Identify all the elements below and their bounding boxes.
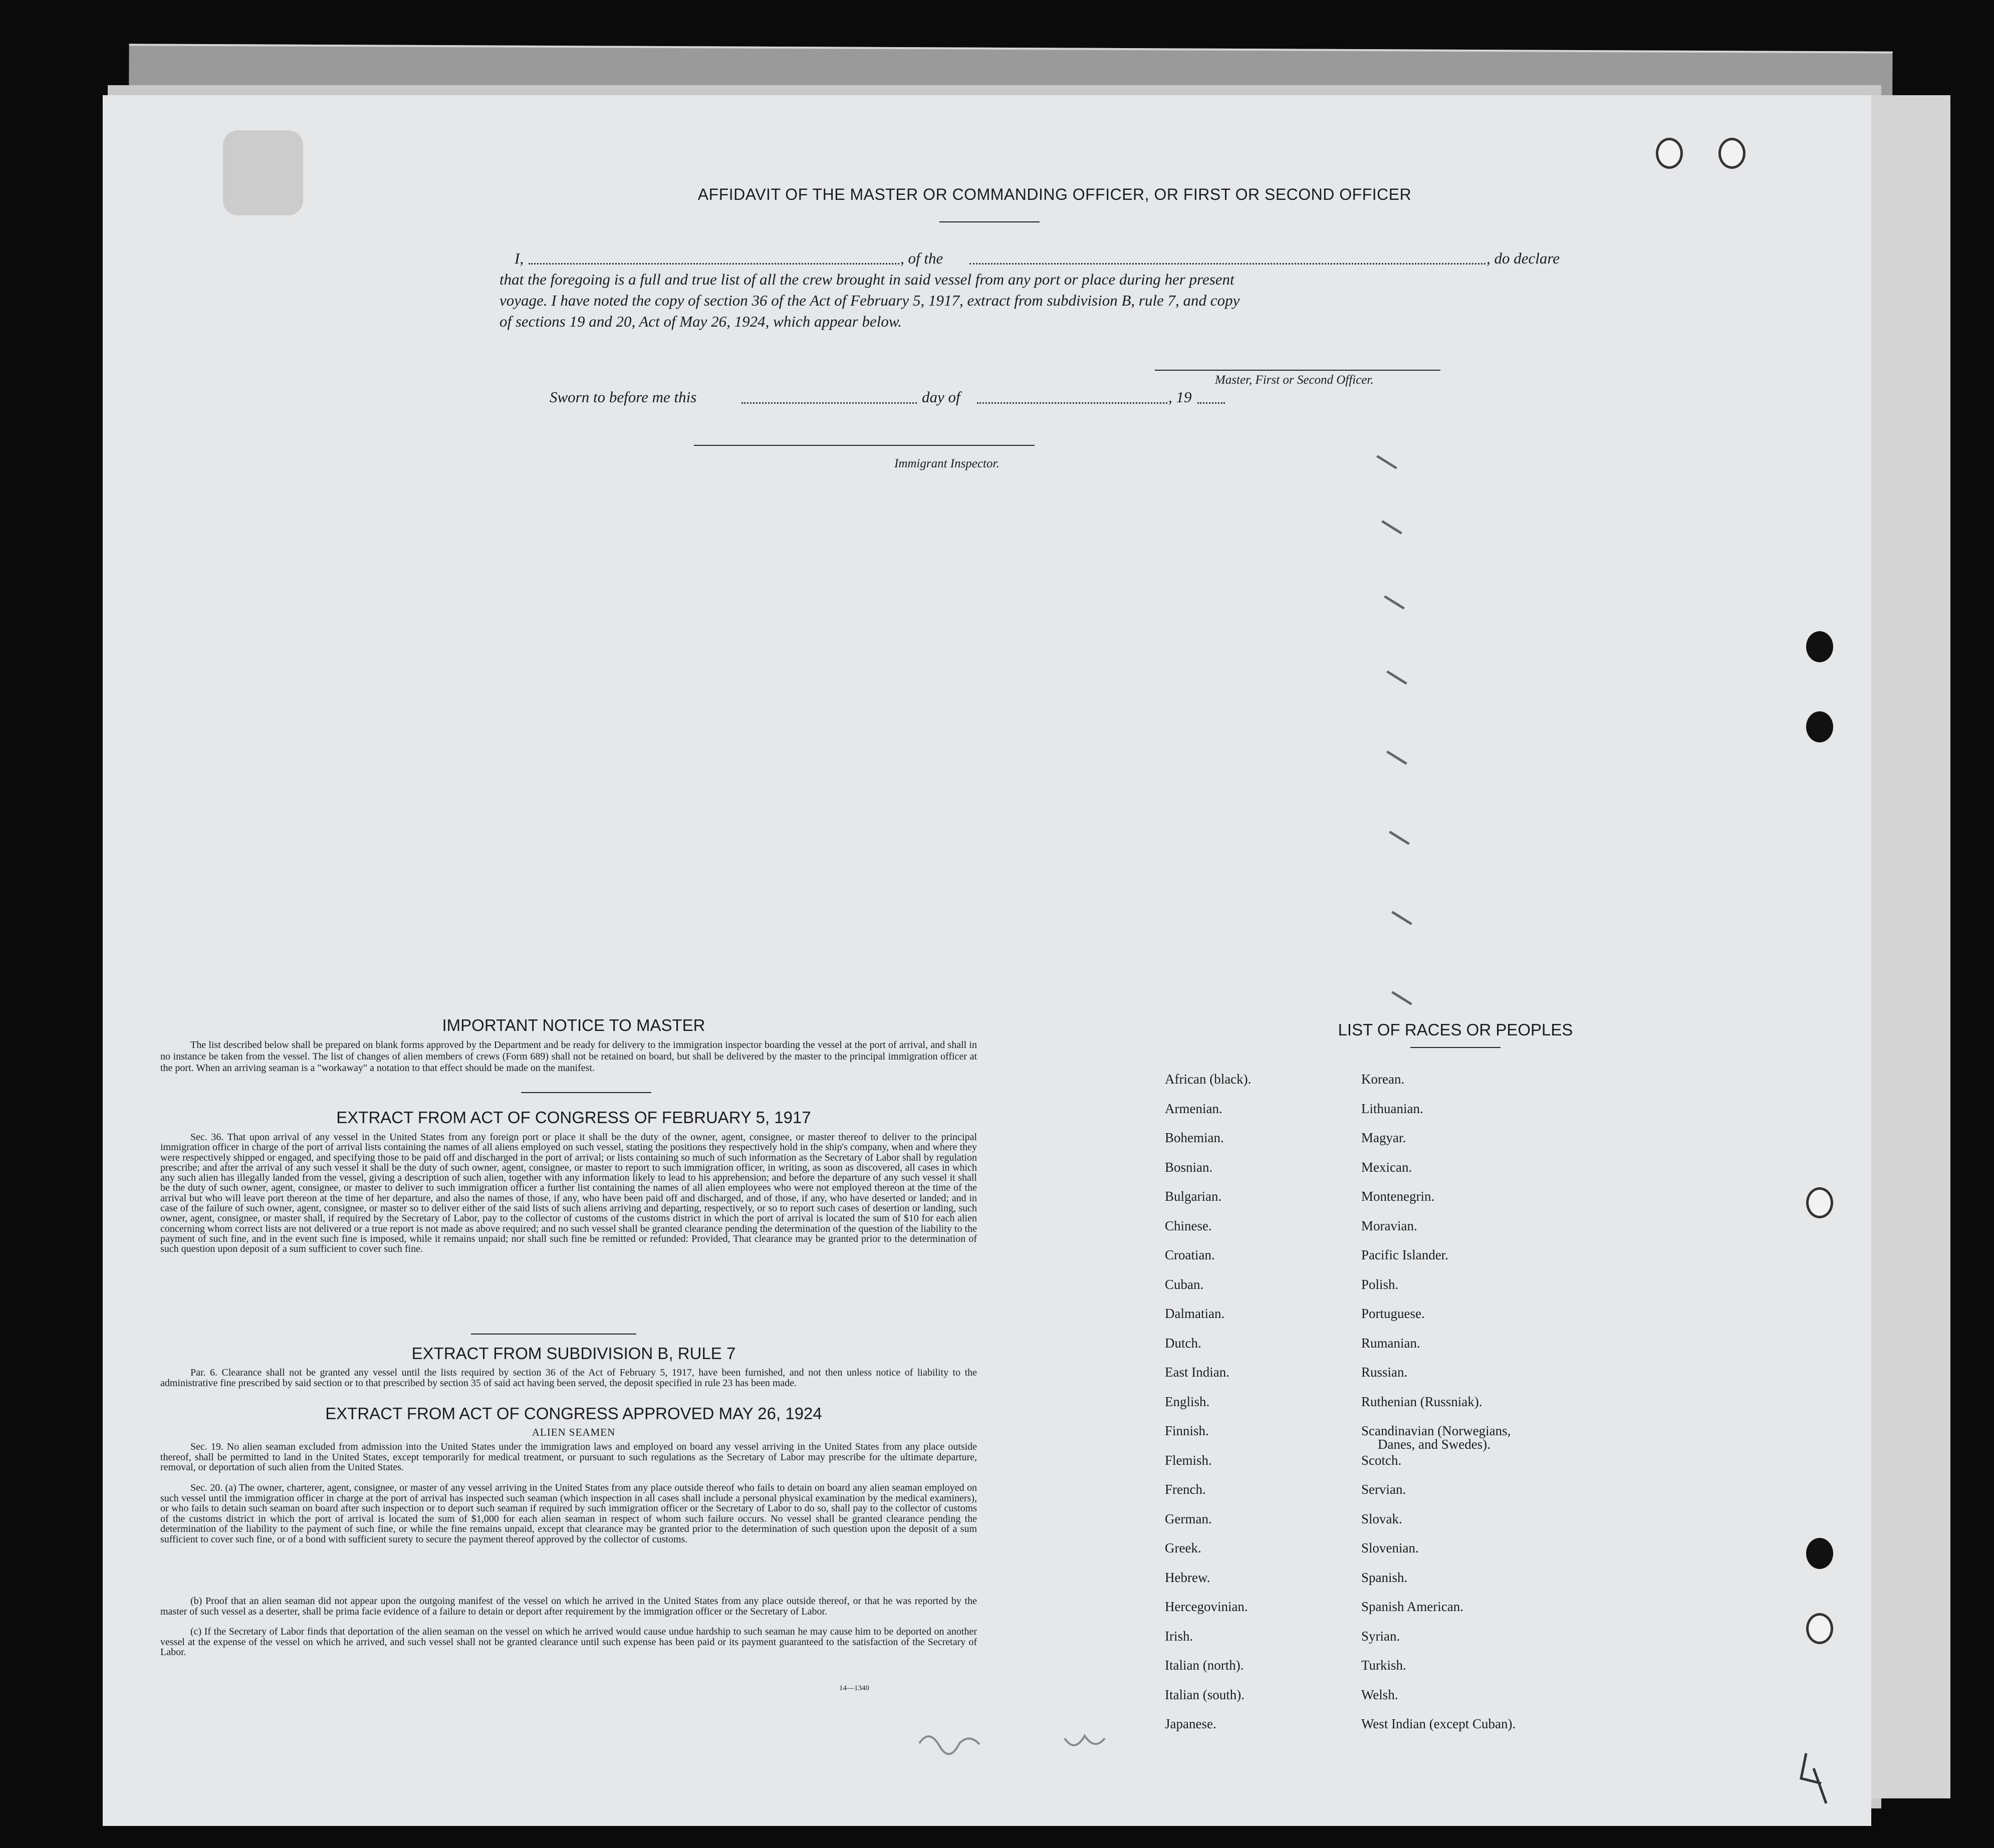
corner-fold-mark xyxy=(1796,1748,1831,1808)
document-page xyxy=(103,95,1871,1826)
race-item: Bulgarian. xyxy=(1165,1189,1222,1204)
punch-hole xyxy=(1718,138,1746,169)
races-title: LIST OF RACES OR PEOPLES xyxy=(1338,1020,1573,1039)
race-item: Montenegrin. xyxy=(1361,1189,1435,1204)
affidavit-title: AFFIDAVIT OF THE MASTER OR COMMANDING OFFICER, OR FIRST OR SECOND OFFICER xyxy=(697,185,1412,203)
name-blank[interactable] xyxy=(529,263,899,265)
title-underline xyxy=(939,221,1040,222)
check-mark xyxy=(1391,991,1412,1005)
race-item: Dutch. xyxy=(1165,1335,1201,1351)
section-20a-text: Sec. 20. (a) The owner, charterer, agent, consignee, or master of any vessel arriving in the United States from any place outside thereof who fails to detain on board any alien seaman employed on such vessel until the immigration officer in charge at the port of arrival has inspected such seaman (which inspection in all cases shall include a personal physical examination by the medical examiners), or who fails to detain such seaman on board after such inspection or to deport such seaman if required by such immigration officer or the Secretary of Labor to do so, shall pay to the collector of customs of the customs district in which the port of arrival is located the sum of $1,000 for each alien seaman in respect of whom such failure occurs. No vessel shall be granted clearance pending the determination of the liability to the payment of such fine, or while the fine remains unpaid, except that clearance may be granted prior to the determination of such question upon the deposit of a sum sufficient to cover such fine, or of a bond with sufficient surety to secure the payment thereof approved by the collector of customs. xyxy=(160,1482,977,1545)
notice-title: IMPORTANT NOTICE TO MASTER xyxy=(442,1016,705,1034)
vessel-blank[interactable] xyxy=(969,263,1485,265)
races-title-underline xyxy=(1410,1047,1501,1048)
punch-hole xyxy=(1806,1187,1833,1218)
race-item: Turkish. xyxy=(1361,1658,1406,1673)
section-20c-text: (c) If the Secretary of Labor finds that deportation of the alien seaman on the vessel on which he arrived would cause undue hardship to such seaman he may cause him to be deported on another vessel at the expense of the vessel on which he arrived, and such vessel shall not be granted clearance until such expense has been paid or its payment guaranteed to the satisfaction of the Secretary of Labor. xyxy=(160,1626,977,1658)
race-item: Italian (north). xyxy=(1165,1658,1244,1673)
race-item: Magyar. xyxy=(1361,1130,1406,1145)
subdivision-title: EXTRACT FROM SUBDIVISION B, RULE 7 xyxy=(411,1344,736,1363)
punch-hole xyxy=(1806,1538,1833,1569)
race-item: African (black). xyxy=(1165,1072,1252,1087)
affidavit-of-the: , of the xyxy=(900,249,943,267)
inspector-signature-line[interactable] xyxy=(694,445,1035,446)
punch-hole xyxy=(1806,631,1833,662)
sworn-month-blank[interactable] xyxy=(977,402,1167,404)
affidavit-line-2: voyage. I have noted the copy of section 36 of the Act of February 5, 1917, extract from subdivision B, rule 7, and copy xyxy=(500,292,1240,309)
race-item: Chinese. xyxy=(1165,1218,1212,1233)
affidavit-do-declare: , do declare xyxy=(1486,249,1560,267)
sworn-label: Sworn to before me this xyxy=(550,388,697,406)
day-of-label: day of xyxy=(922,388,960,406)
master-signature-line[interactable] xyxy=(1155,370,1440,371)
extract-1917-title: EXTRACT FROM ACT OF CONGRESS OF FEBRUARY 5, 1917 xyxy=(336,1108,811,1127)
race-item: Syrian. xyxy=(1361,1628,1400,1644)
race-item: Rumanian. xyxy=(1361,1335,1420,1351)
affidavit-i-label: I, xyxy=(515,249,524,267)
punch-hole xyxy=(1656,138,1683,169)
race-item: Italian (south). xyxy=(1165,1687,1244,1702)
year-label: , 19 xyxy=(1168,388,1192,406)
check-mark xyxy=(1376,455,1397,469)
race-item: Hercegovinian. xyxy=(1165,1599,1248,1614)
race-item: Mexican. xyxy=(1361,1159,1412,1175)
races-column-1 xyxy=(1165,1065,1251,1739)
race-item: German. xyxy=(1165,1511,1212,1526)
race-item: English. xyxy=(1165,1394,1210,1409)
race-item: Polish. xyxy=(1361,1276,1399,1292)
race-item: Servian. xyxy=(1361,1482,1406,1497)
race-item: Dalmatian. xyxy=(1165,1306,1225,1321)
race-item: Spanish American. xyxy=(1361,1599,1463,1614)
race-item: Japanese. xyxy=(1165,1716,1216,1731)
extract-1917-text: Sec. 36. That upon arrival of any vessel in the United States from any foreign port or place it shall be the duty of the owner, agent, consignee, or master thereof to deliver to the principal immigration officer in charge of the port of arrival lists containing the names of all aliens employed on such vessel, stating the positions they respectively hold in the ship's company, when and where they were respectively shipped or engaged, and specifying those to be paid off and discharged in the port of arrival; or lists containing so much of such information as the Secretary of Labor shall by regulation prescribe; and after the arrival of any such vessel it shall be the duty of such owner, agent, consignee, or master to report to such immigration officer, in writing, as soon as discovered, all cases in which any such alien has illegally landed from the vessel, giving a description of such alien, together with any information likely to lead to his apprehension; and before the departure of any such vessel it shall be the duty of such owner, agent, consignee, or master to deliver to such immigration officer a further list containing the names of all alien employees who were not employed thereon at the time of the arrival but who will leave port thereon at the time of her departure, and also the names of those, if any, who have been paid off and discharged, and of those, if any, who have deserted or landed; and in case of the failure of such owner, agent, consignee, or master so to deliver either of the said lists of such aliens arriving and departing, respectively, or so to report such cases of desertion or landing, such owner, agent, consignee, or master shall, if required by the Secretary of Labor, pay to the collector of customs of the customs district in which the port of arrival is located the sum of $10 for each alien concerning whom correct lists are not delivered or a true report is not made as above required; and no such vessel shall be granted clearance pending the determination of the question of the liability to the payment of such fine, and in the event such fine is imposed, while it remains unpaid; nor shall such fine be remitted or refunded: Provided, That clearance may be granted prior to the determination of such question upon deposit of a sum sufficient to cover such fine. xyxy=(160,1132,977,1255)
scandinavian-continuation: Danes, and Swedes). xyxy=(1378,1437,1490,1452)
punch-hole xyxy=(1806,711,1833,742)
affidavit-line-3: of sections 19 and 20, Act of May 26, 1924, which appear below. xyxy=(500,313,902,330)
inspector-caption: Immigrant Inspector. xyxy=(894,457,1000,470)
race-item: Russian. xyxy=(1361,1365,1408,1380)
race-item: Croatian. xyxy=(1165,1247,1215,1262)
extract-1924-title: EXTRACT FROM ACT OF CONGRESS APPROVED MAY 26, 1924 xyxy=(325,1404,822,1423)
races-column-2 xyxy=(1361,1065,1516,1739)
check-mark xyxy=(1389,831,1410,845)
notice-text: The list described below shall be prepared on blank forms approved by the Department and be ready for delivery to the immigration inspector boarding the vessel at the port of arrival, and shall in no instance be taken from the vessel. The list of changes of alien members of crews (Form 689) shall not be retained on board, but shall be delivered by the master to the principal immigration officer at the port. When an arriving seaman is a "workaway" a notation to that effect should be made on the manifest. xyxy=(160,1039,977,1074)
race-item: Finnish. xyxy=(1165,1423,1209,1438)
check-mark xyxy=(1384,595,1405,610)
check-mark xyxy=(1391,911,1412,925)
race-item: Cuban. xyxy=(1165,1276,1204,1292)
section-divider xyxy=(521,1092,651,1093)
race-item: Scandinavian (Norwegians, xyxy=(1361,1423,1511,1438)
race-item: French. xyxy=(1165,1482,1206,1497)
check-mark xyxy=(1381,520,1402,535)
sworn-day-blank[interactable] xyxy=(741,402,917,404)
race-item: Lithuanian. xyxy=(1361,1101,1423,1116)
sworn-year-blank[interactable] xyxy=(1197,402,1225,404)
race-item: Armenian. xyxy=(1165,1101,1222,1116)
section-20b-text: (b) Proof that an alien seaman did not appear upon the outgoing manifest of the vessel on which he arrived in the United States from any place outside thereof, or that he was reported by the master of such vessel as a deserter, shall be prima facie evidence of a failure to detain or deport after requirement by the immigration officer or the Secretary of Labor. xyxy=(160,1596,977,1617)
pencil-scribble xyxy=(914,1723,1125,1758)
race-item: East Indian. xyxy=(1165,1365,1229,1380)
alien-seamen-subtitle: ALIEN SEAMEN xyxy=(532,1426,616,1438)
race-item: Hebrew. xyxy=(1165,1569,1210,1585)
race-item: Ruthenian (Russniak). xyxy=(1361,1394,1482,1409)
race-item: Slovak. xyxy=(1361,1511,1402,1526)
race-item: Bohemian. xyxy=(1165,1130,1224,1145)
punch-hole xyxy=(1806,1613,1833,1644)
check-mark xyxy=(1386,670,1407,685)
race-item: Moravian. xyxy=(1361,1218,1417,1233)
race-item: Irish. xyxy=(1165,1628,1193,1644)
race-item: Flemish. xyxy=(1165,1452,1212,1468)
race-item: West Indian (except Cuban). xyxy=(1361,1716,1516,1731)
race-item: Korean. xyxy=(1361,1072,1405,1087)
race-item: Spanish. xyxy=(1361,1569,1408,1585)
check-mark xyxy=(1386,750,1407,765)
race-item: Greek. xyxy=(1165,1540,1201,1555)
race-item: Scotch. xyxy=(1361,1452,1402,1468)
section-19-text: Sec. 19. No alien seaman excluded from admission into the United States under the immigration laws and employed on board any vessel arriving in the United States from any place outside thereof, shall be permitted to land in the United States, except temporarily for medical treatment, or pursuant to such regulations as the Secretary of Labor may prescribe for the ultimate departure, removal, or deportation of such alien from the United States. xyxy=(160,1441,977,1473)
bleed-through-shadow xyxy=(223,130,303,215)
race-item: Slovenian. xyxy=(1361,1540,1419,1555)
race-item: Welsh. xyxy=(1361,1687,1398,1702)
master-caption: Master, First or Second Officer. xyxy=(1215,373,1374,387)
subdivision-text: Par. 6. Clearance shall not be granted any vessel until the lists required by section 36 of the Act of February 5, 1917, have been furnished, and not then unless notice of liability to the administrative fine prescribed by said section or to that prescribed by section 35 of said act having been served, the deposit specified in rule 23 has been made. xyxy=(160,1367,977,1389)
race-item: Portuguese. xyxy=(1361,1306,1425,1321)
race-item: Bosnian. xyxy=(1165,1159,1213,1175)
form-number: 14—1340 xyxy=(839,1684,869,1692)
section-divider xyxy=(471,1334,636,1335)
race-item: Pacific Islander. xyxy=(1361,1247,1448,1262)
affidavit-line-1: that the foregoing is a full and true list of all the crew brought in said vessel from any port or place during her present xyxy=(500,271,1234,288)
